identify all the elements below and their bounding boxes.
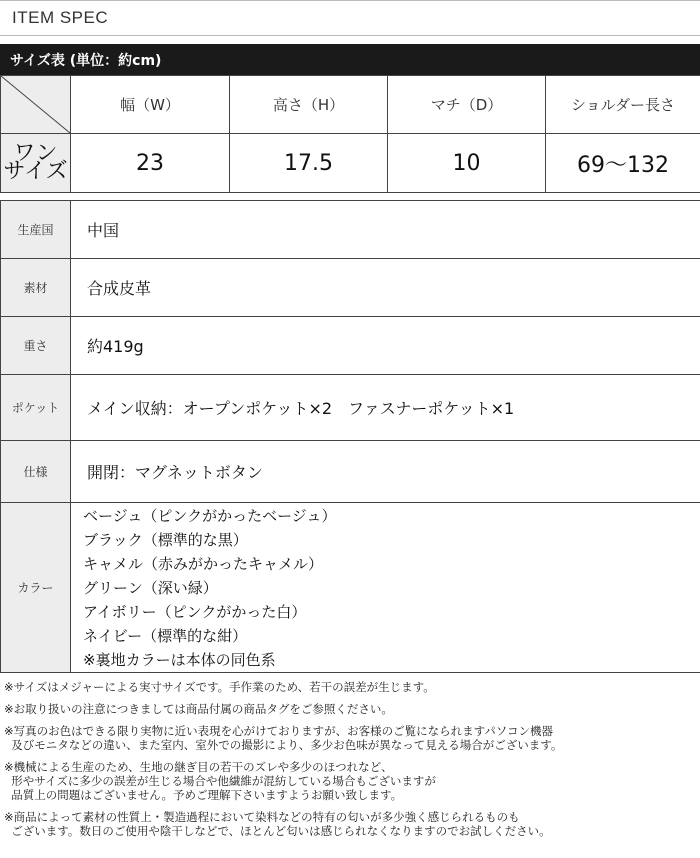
size-col-shoulder: ショルダー長さ	[546, 76, 700, 134]
size-row-label: ワン サイズ	[1, 134, 71, 193]
size-value-width: 23	[71, 134, 230, 193]
spec-value: 開閉：マグネットボタン	[71, 441, 700, 503]
size-col-height: 高さ（H）	[230, 76, 388, 134]
note-item: ※商品によって素材の性質上・製造過程において染料などの特有の匂いが多少強く感じられるものも ございます。数日のご使用や陰干しなどで、ほとんど匂いは感じられなくなりますのでお試しください。	[4, 810, 551, 838]
size-table-corner	[1, 76, 71, 134]
size-value-depth: 10	[388, 134, 546, 193]
spec-label: カラー	[1, 503, 71, 673]
spec-label: 生産国	[1, 201, 71, 259]
size-value-shoulder: 69〜132	[546, 134, 700, 193]
color-item: キャメル（赤みがかったキャメル）	[83, 554, 324, 573]
spec-label: 仕様	[1, 441, 71, 503]
spec-table	[0, 200, 700, 673]
size-col-width: 幅（W）	[71, 76, 230, 134]
size-table-value-row	[1, 134, 700, 193]
spec-row-weight	[1, 317, 700, 375]
spec-row-feature	[1, 441, 700, 503]
color-item: ベージュ（ピンクがかったベージュ）	[83, 506, 337, 525]
size-table-header-row	[1, 76, 700, 134]
size-col-depth: マチ（D）	[388, 76, 546, 134]
spec-value: 約419g	[71, 317, 700, 375]
color-item: ブラック（標準的な黒）	[83, 530, 248, 549]
size-value-height: 17.5	[230, 134, 388, 193]
spec-row-material	[1, 259, 700, 317]
lining-note: ※裏地カラーは本体の同色系	[83, 650, 276, 669]
spec-row-pocket	[1, 375, 700, 441]
spec-row-origin	[1, 201, 700, 259]
spec-value: 中国	[71, 201, 700, 259]
spec-label: 重さ	[1, 317, 71, 375]
color-list	[71, 503, 700, 673]
page-title: ITEM SPEC	[12, 8, 109, 27]
note-item: ※サイズはメジャーによる実寸サイズです。手作業のため、若干の誤差が生じます。	[4, 680, 435, 694]
spec-value: メイン収納：オープンポケット×2 ファスナーポケット×1	[71, 375, 700, 441]
size-table	[0, 75, 700, 193]
diagonal-line	[1, 76, 70, 133]
note-item: ※お取り扱いの注意につきましては商品付属の商品タグをご参照ください。	[4, 702, 393, 716]
notes-section	[4, 680, 698, 846]
color-item: グリーン（深い緑）	[83, 578, 218, 597]
item-spec-header	[0, 0, 700, 36]
spec-value: 合成皮革	[71, 259, 700, 317]
note-item: ※機械による生産のため、生地の継ぎ目の若干のズレや多少のほつれなど、 形やサイズに多少の誤差が生じる場合や他繊維が混紡している場合もございますが 品質上の問題はございません。予めご理解下さいますようお願い致します。	[4, 760, 436, 802]
color-item: ネイビー（標準的な紺）	[83, 626, 248, 645]
spec-label: 素材	[1, 259, 71, 317]
note-item: ※写真のお色はできる限り実物に近い表現を心がけておりますが、お客様のご覧になられますパソコン機器 及びモニタなどの違い、また室内、室外での撮影により、多少お色味が異なって見える場合がございます。	[4, 724, 563, 752]
color-item: アイボリー（ピンクがかった白）	[83, 602, 307, 621]
size-table-title-bar	[0, 44, 700, 75]
spec-label: ポケット	[1, 375, 71, 441]
size-table-title: サイズ表 (単位：約cm)	[10, 53, 162, 69]
spec-row-colors	[1, 503, 700, 673]
